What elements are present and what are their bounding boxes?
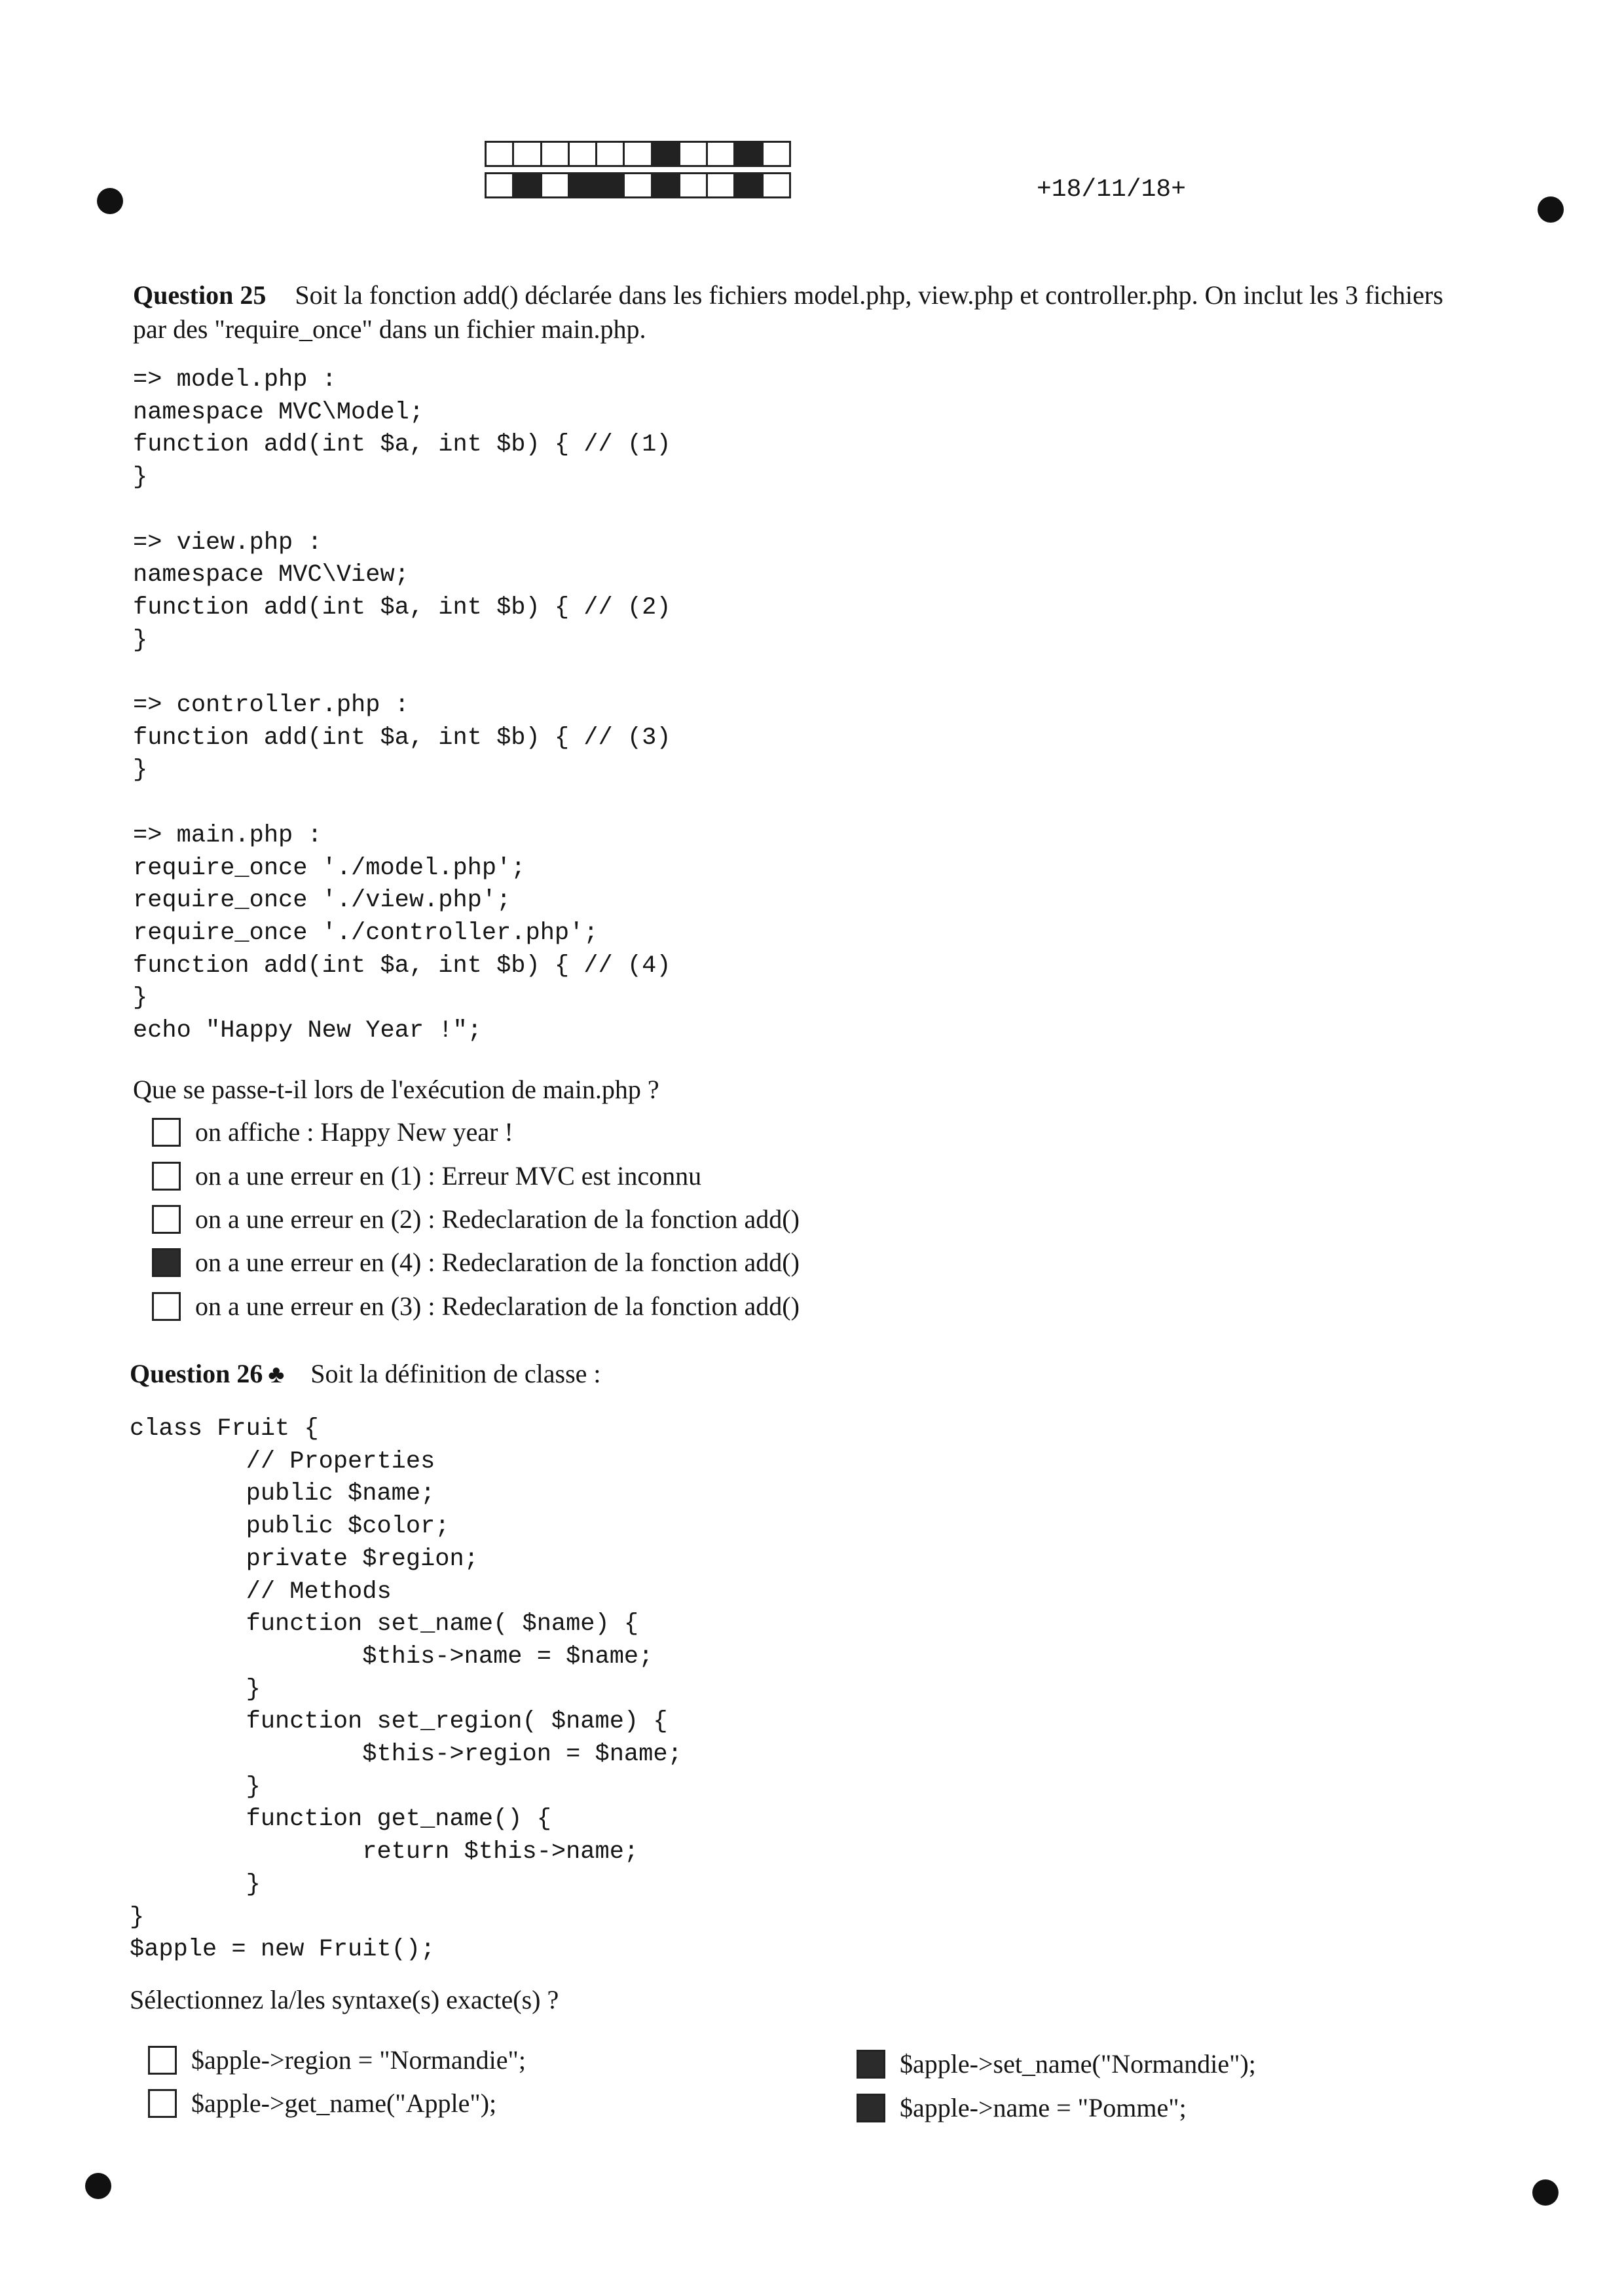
id-cell [735,143,763,165]
id-cell [597,174,625,196]
q25-choice-2-label: on a une erreur en (1) : Erreur MVC est inconnu [195,1161,702,1191]
id-code-row-1 [485,141,791,167]
id-cell [708,174,735,196]
q26-choice-2[interactable] [148,2088,496,2119]
registration-mark-top-right [1538,196,1564,223]
date-code: +18/11/18+ [1037,176,1187,204]
id-cell [487,143,514,165]
id-code-row-2 [485,172,791,198]
id-cell [514,143,542,165]
q25-choice-4-checkbox[interactable] [152,1248,181,1277]
id-cell [653,174,680,196]
id-cell [487,174,514,196]
id-cell [514,174,542,196]
q25-choice-2-checkbox[interactable] [152,1162,181,1191]
q25-choice-1[interactable] [152,1117,513,1147]
id-cell [570,174,597,196]
club-icon: ♣ [268,1361,285,1388]
registration-mark-top-left [97,188,123,214]
q26-choice-4[interactable] [857,2092,1187,2123]
q26-choice-4-checkbox[interactable] [857,2094,885,2122]
id-cell [764,174,789,196]
q26-choice-1-checkbox[interactable] [148,2046,177,2075]
question-25-code: => model.php : namespace MVC\Model; function add(int $a, int $b) { // (1) } => view.php : namespace MVC\View; function add(int $a, int $b) { // (2) } => controller.php : function add(int $a, int $b) { // (3) } => main.php : require_once './model.php'; require_once './view.php'; require_once './controller.php'; function add(int $a, int $b) { // (4) } echo "Happy New Year !"; [133,366,671,1045]
registration-mark-bottom-left [85,2173,111,2199]
q25-choice-5-checkbox[interactable] [152,1292,181,1321]
q26-choice-3-checkbox[interactable] [857,2050,885,2079]
id-cell [680,174,708,196]
id-cell [653,143,680,165]
question-26-intro: Soit la définition de classe : [310,1359,601,1388]
q26-choice-1-label: $apple->region = "Normandie"; [191,2045,526,2075]
question-25-label: Question 25 [133,280,267,310]
id-cell [625,174,652,196]
question-25-prompt: Que se passe-t-il lors de l'exécution de main.php ? [133,1075,659,1104]
question-25-text-line1: Soit la fonction add() déclarée dans les fichiers model.php, view.php et controller.php. On inclut les 3 fichiers [295,280,1443,310]
q26-choice-2-label: $apple->get_name("Apple"); [191,2088,497,2118]
id-cell [735,174,763,196]
q25-choice-1-label: on affiche : Happy New year ! [195,1117,513,1147]
q25-choice-4-label: on a une erreur en (4) : Redeclaration de la fonction add() [195,1248,800,1277]
question-25-header [133,278,1541,346]
q26-choice-3[interactable] [857,2048,1256,2079]
q25-choice-2[interactable] [152,1160,701,1191]
q25-choice-5[interactable] [152,1291,800,1322]
question-26-label: Question 26 [130,1359,263,1388]
q25-choice-5-label: on a une erreur en (3) : Redeclaration de la fonction add() [195,1291,800,1321]
q26-choice-3-label: $apple->set_name("Normandie"); [900,2049,1256,2079]
registration-mark-bottom-right [1532,2179,1559,2206]
q25-choice-4[interactable] [152,1247,800,1278]
question-26-code: class Fruit { // Properties public $name; public $color; private $region; // Methods function set_name( $name) { $this->name = $name; } function set_region( $name) { $this->region = $name; } function get_name() { return $this->name; } } $apple = new Fruit(); [130,1415,682,1964]
id-cell [570,143,597,165]
id-cell [542,143,570,165]
question-26-prompt: Sélectionnez la/les syntaxe(s) exacte(s) ? [130,1985,559,2014]
q25-choice-3-checkbox[interactable] [152,1205,181,1234]
q25-choice-1-checkbox[interactable] [152,1118,181,1147]
q26-choice-2-checkbox[interactable] [148,2089,177,2118]
q25-choice-3[interactable] [152,1204,800,1234]
id-cell [597,143,625,165]
q25-choice-3-label: on a une erreur en (2) : Redeclaration de la fonction add() [195,1204,800,1234]
q26-choice-1[interactable] [148,2045,526,2075]
question-26-header [130,1357,601,1392]
q26-choice-4-label: $apple->name = "Pomme"; [900,2093,1187,2122]
id-cell [625,143,652,165]
id-cell [542,174,570,196]
question-25-text-line2: par des "require_once" dans un fichier main.php. [133,314,646,344]
id-cell [764,143,789,165]
id-cell [680,143,708,165]
student-id-code [485,141,791,204]
id-cell [708,143,735,165]
